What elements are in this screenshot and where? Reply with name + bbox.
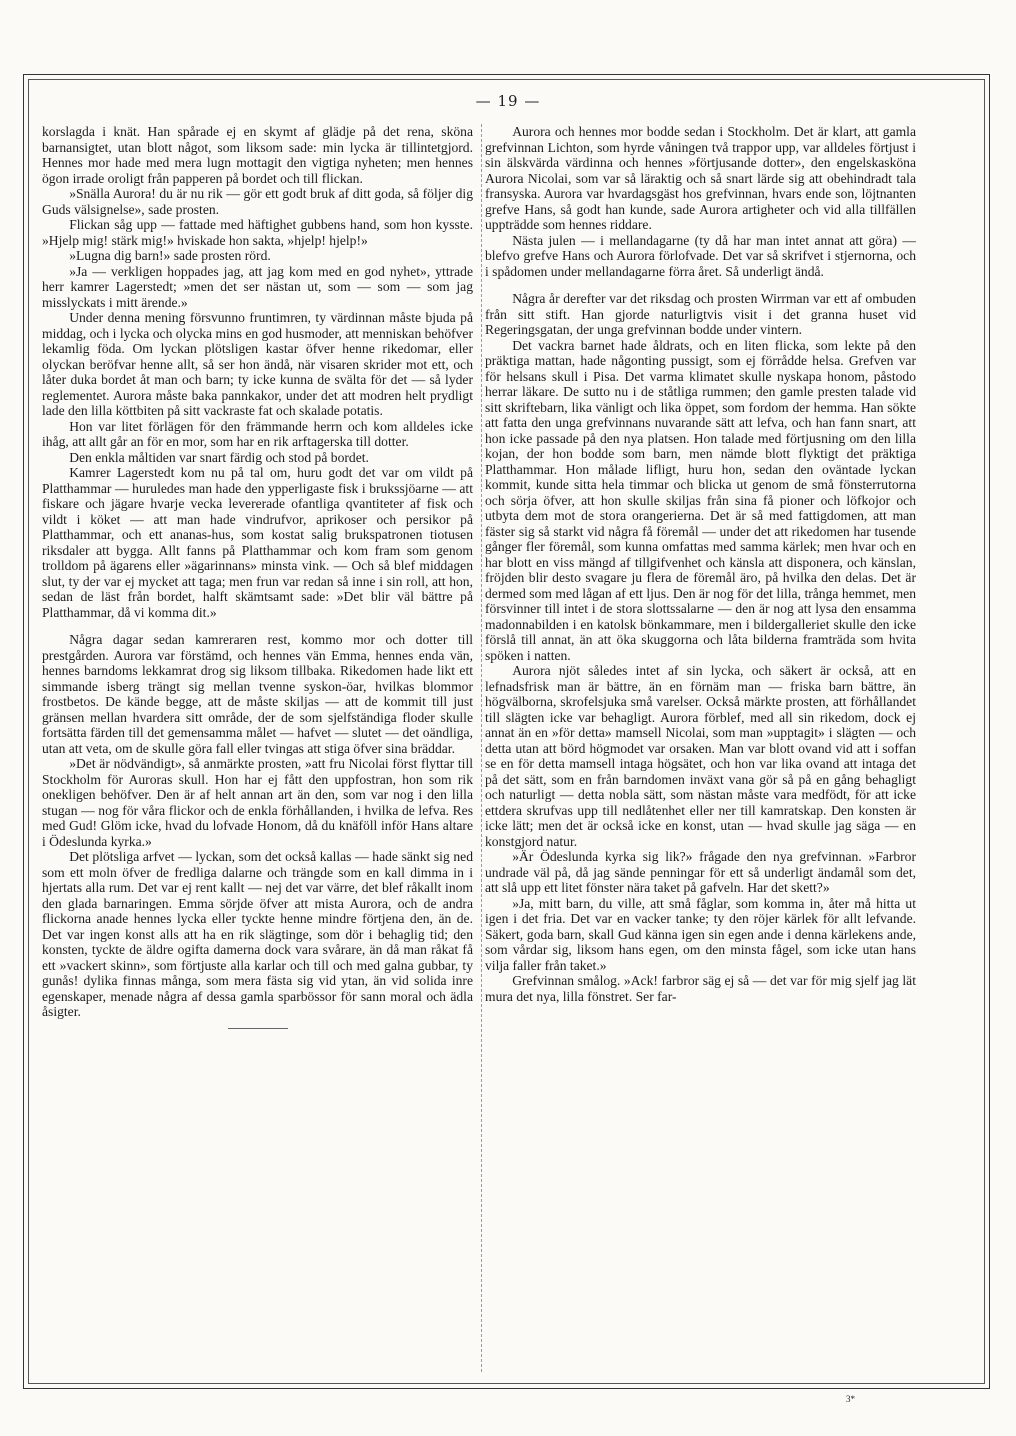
left-paragraph-10: Några dagar sedan kamreraren rest, kommo mor och dotter till prestgården. Aurora var förstämd, och hennes vän Emma, hennes enda vän, hennes barndoms lekkamrat drog sig liksom tillbaka. Rikedomen hade likt ett simmande isberg trängt sig mellan tvenne syskon-öar, hvilkas blommor frostbetos. De kände begge, att de måste skiljas — att de kommit till just gränsen mellan hvardera sitt område, der de som sjelfständiga floder skulle fortsätta färden till det gemensamma målet — hafvet — slutet — det oändliga, utan att veta, om de skulle göra fall eller tvingas att stiga öfver sina bräddar. [42, 632, 473, 756]
printer-signature: 3* [846, 1394, 855, 1404]
left-paragraph-11: »Det är nödvändigt», så anmärkte prosten, »att fru Nicolai först flyttar till Stockholm för Auroras skull. Hon har ej fått den uppfostran, hon som rik onekligen behöfver. Den är af helt annan art än den, som var nog i den lilla stugan — nog för våra flickor och de enkla förhållanden, i hvilka de lefva. Res med Gud! Glöm icke, hvad du lofvade Honom, då du knäföll inför Hans altare i Ödeslunda kyrka.» [42, 756, 473, 849]
right-paragraph-3: Några år derefter var det riksdag och prosten Wirrman var ett af ombuden från sitt stift. Han gjorde naturligtvis visit i det granna huset vid Regeringsgatan, der unga grefvinnan bodde under vintern. [485, 291, 916, 337]
left-paragraph-9: Kamrer Lagerstedt kom nu på tal om, huru godt det var om vildt på Platthammar — huruledes man hade den ypperligaste fisk i brukssjöarne — att fiskare och jägare hvarje vecka levererade ofantliga qvantiteter af fisk och vildt i köket — att man hade vindrufvor, aprikoser och persikor på Platthammar, och ett ananas-hus, som kostat salig brukspatronen tiotusen riksdaler att bygga. Allt fanns på Platthammar och kom fram som genom trolldom på ägarens eller »ägarinnans» minsta vink. — Och så blef middagen slut, ty der var ej mycket att taga; men frun var redan så inne i sin roll, att hon, sedan de läst från bordet, halft skämtsamt sade: »Det blir väl bättre på Platthammar, då vi komma dit.» [42, 465, 473, 620]
left-paragraph-2: »Snälla Aurora! du är nu rik — gör ett godt bruk af ditt goda, så följer dig Guds välsignelse», sade prosten. [42, 186, 473, 217]
right-paragraph-2: Nästa julen — i mellandagarne (ty då har man intet annat att göra) — blefvo grefve Hans och Aurora förlofvade. Det var så skrifvet i stjernorna, och i spådomen under mellandagarne förra året. Så underligt ändå. [485, 232, 916, 279]
right-paragraph-7: »Ja, mitt barn, du ville, att små fåglar, som komma in, åter må hitta ut igen i det fria. Det var en vacker tanke; ty den röjer kärlek för allt lefvande. Säkert, goda barn, skall Gud känna igen sin egen ande i denna kärlekens ande, som vårdar sig, liksom hans egen, om den minsta fågel, som icke utan hans vilja faller från taket.» [485, 895, 916, 973]
left-paragraph-4: »Lugna dig barn!» sade prosten rörd. [69, 248, 271, 263]
left-column [42, 124, 473, 1374]
left-paragraph-7: Hon var litet förlägen för den främmande herrn och kom alldeles icke ihåg, att allt går an för en mor, som har en rik arftagerska till dotter. [42, 418, 473, 449]
right-paragraph-1: Aurora och hennes mor bodde sedan i Stockholm. Det är klart, att gamla grefvinnan Lichton, som hyrde våningen två trappor upp, var alldeles förtjust i sin älskvärda värdinna och hennes »förtjusande dotter», den engelskasköna Aurora Nicolai, som var så läraktig och så snart lärde sig att obehindradt tala fransyska. Aurora var hvardagsgäst hos grefvinnan, hvars ende son, löjtnanten grefve Hans, så godt han kunde, sade Aurora artigheter och vid alla tillfällen uppträdde som hennes riddare. [485, 124, 916, 232]
page-number-value: 19 [497, 92, 519, 110]
left-paragraph-3: Flickan såg upp — fattade med häftighet gubbens hand, som hon kysste. »Hjelp mig! stärk mig!» hviskade hon sakta, »hjelp! hjelp!» [42, 217, 473, 248]
left-paragraph-8: Den enkla måltiden var snart färdig och stod på bordet. [69, 449, 369, 465]
left-paragraph-1: korslagda i knät. Han spårade ej en skymt af glädje på det rena, sköna barnansigtet, utan blott något, som liksom sade: min lycka är tillintetgjord. Hennes mor hade med mera lugn mottagit den vigtiga nyheten; men hennes ögon irrade oroligt från papperen på bordet och till flickan. [42, 124, 473, 186]
right-paragraph-8: Grefvinnan smålog. »Ack! farbror säg ej så — det var för mig sjelf jag lät mura det nya, lilla fönstret. Ser far- [485, 973, 916, 1004]
right-paragraph-4: Det vackra barnet hade åldrats, och en liten flicka, som lekte på den präktiga mattan, hade någonting pussigt, som ej förrådde helsa. Grefven var för helsans skull i Pisa. Det varma klimatet skulle nyskapa honom, påstodo herrar läkare. De sutto nu i de ståtliga rummen; den gamle presten talade vid sitt skriftebarn, lika vänligt och lika öppet, som fordom der hemma. Han sökte att fatta den unga grefvinnans nuvarande sätt att lefva, och han fann snart, att hon icke passade på den nya platsen. Hon talade med förtjusning om den lilla kojan, der hon bodde som barn, men nämde blott flyktigt det präktiga Platthammar. Hon målade lifligt, huru hon, sedan den oväntade lyckan kommit, kunde sitta hela timmar och blicka ut genom de små fönsterrutorna och sörja öfver, att hon skulle skiljas från sina få pioner och löfkojor och utbyta dem mot de stora orangerierna. Det är så med fattigdomen, att man fäster sig så starkt vid några få föremål — under det att rikedomen har tusende gånger fler föremål, som kunna omfattas med samma kärlek; men hvar och en har blott en viss mängd af tillgifvenhet och känsla att disponera, och känslan, fröjden blir desto svagare ju flera de föremål äro, på hvilka den delas. Det är dermed som med lågan af ett ljus. Den är nog för det lilla, trånga hemmet, men försvinner till intet i de stora slottssalarne — den är nog att lysa den ensamma madonnabilden i en katolsk bönkammare, men i bildergalleriet skulle den icke förslå till annat, än att öka skuggorna och låta bilderna framträda som hvita spöken i natten. [485, 337, 916, 663]
column-divider [481, 124, 482, 1372]
page-number: — 19 — [475, 92, 541, 110]
left-paragraph-5: »Ja — verkligen hoppades jag, att jag kom med en god nyhet», yttrade herr kamrer Lagerstedt; »men det ser nästan ut, som — som — som jag misslyckats i mitt ärende.» [42, 263, 473, 310]
section-end-rule [228, 1028, 288, 1029]
right-column [485, 124, 916, 1374]
left-paragraph-6: Under denna mening försvunno fruntimren, ty värdinnan måste bjuda på middag, och i lycka och olycka mins en god husmoder, att menniskan behöfver lekamlig föda. Om lyckan plötsligen kastar öfver henne rikedomar, eller olyckan beröfvar henne allt, så ser hon ändå, när visaren skrider mot ett, och låter duka bordet åt man och barn; ty icke kunna de svälta för det — så lyder reglementet. Aurora måste baka pannkakor, under det att modren helt prydligt lade den lilla köttbiten på sitt vackraste fat och skalade potatis. [42, 310, 473, 418]
right-paragraph-6: »Är Ödeslunda kyrka sig lik?» frågade den nya grefvinnan. »Farbror undrade väl på, då jag sände penningar för ett så underligt ändamål som det, att slå upp ett litet fönster nära taket på gafveln. Har det skett?» [485, 849, 916, 895]
left-paragraph-12: Det plötsliga arfvet — lyckan, som det också kallas — hade sänkt sig ned som ett moln öfver de fredliga dalarne och trängde som en kall dimma in i hjertats alla rum. Det var ej rent kallt — nej det var värre, det blef råkallt inom den glada barnaringen. Emma sörjde öfver att mista Aurora, och de andra flickorna anade hennes lycka eller tyckte henne mindre förtjena den, än de. Det var ingen konst alls att ha en rik slägtinge, som dör i behaglig tid; den konsten, tyckte de äldre ogifta damerna dock vara svårare, än då man råkat få ett »vackert skinn», som förtjuste alla karlar och till och med galna gubbar, ty gunås! dylika finnas många, som mera fästa sig vid ytan, än vid solida inre egenskaper, menade några af dessa gamla sparbössor för sann moral och ädla åsigter. [42, 849, 473, 1019]
right-paragraph-5: Aurora njöt således intet af sin lycka, och säkert är också, att en lefnadsfrisk man är bättre, än en förnäm man — friska barn bättre, än högvälborna, skrofelsjuka små varelser. Också märkte prosten, att förhållandet till slägten icke var behagligt. Aurora förblef, med all sin rikedom, dock ej annat än en »för detta» mamsell Nicolai, som man »upptagit» i slägten — och detta utan att börd högmodet var orsaken. Man var blott ovand vid att i soffan se en för detta mamsell intaga högsätet, och hon var lika ovand att intaga det på det sätt, som en från barndomen inväxt vana gör så på en gång behagligt och naturligt — detta nobla sätt, som nästan måste vara medfödt, för att icke ettdera skrufvas upp till nedlåtenhet eller ner till kamratskap. Den konsten är icke lätt; men det är också icke en konst, utan — hvad skulle jag säga — en konstgjord natur. [485, 663, 916, 849]
